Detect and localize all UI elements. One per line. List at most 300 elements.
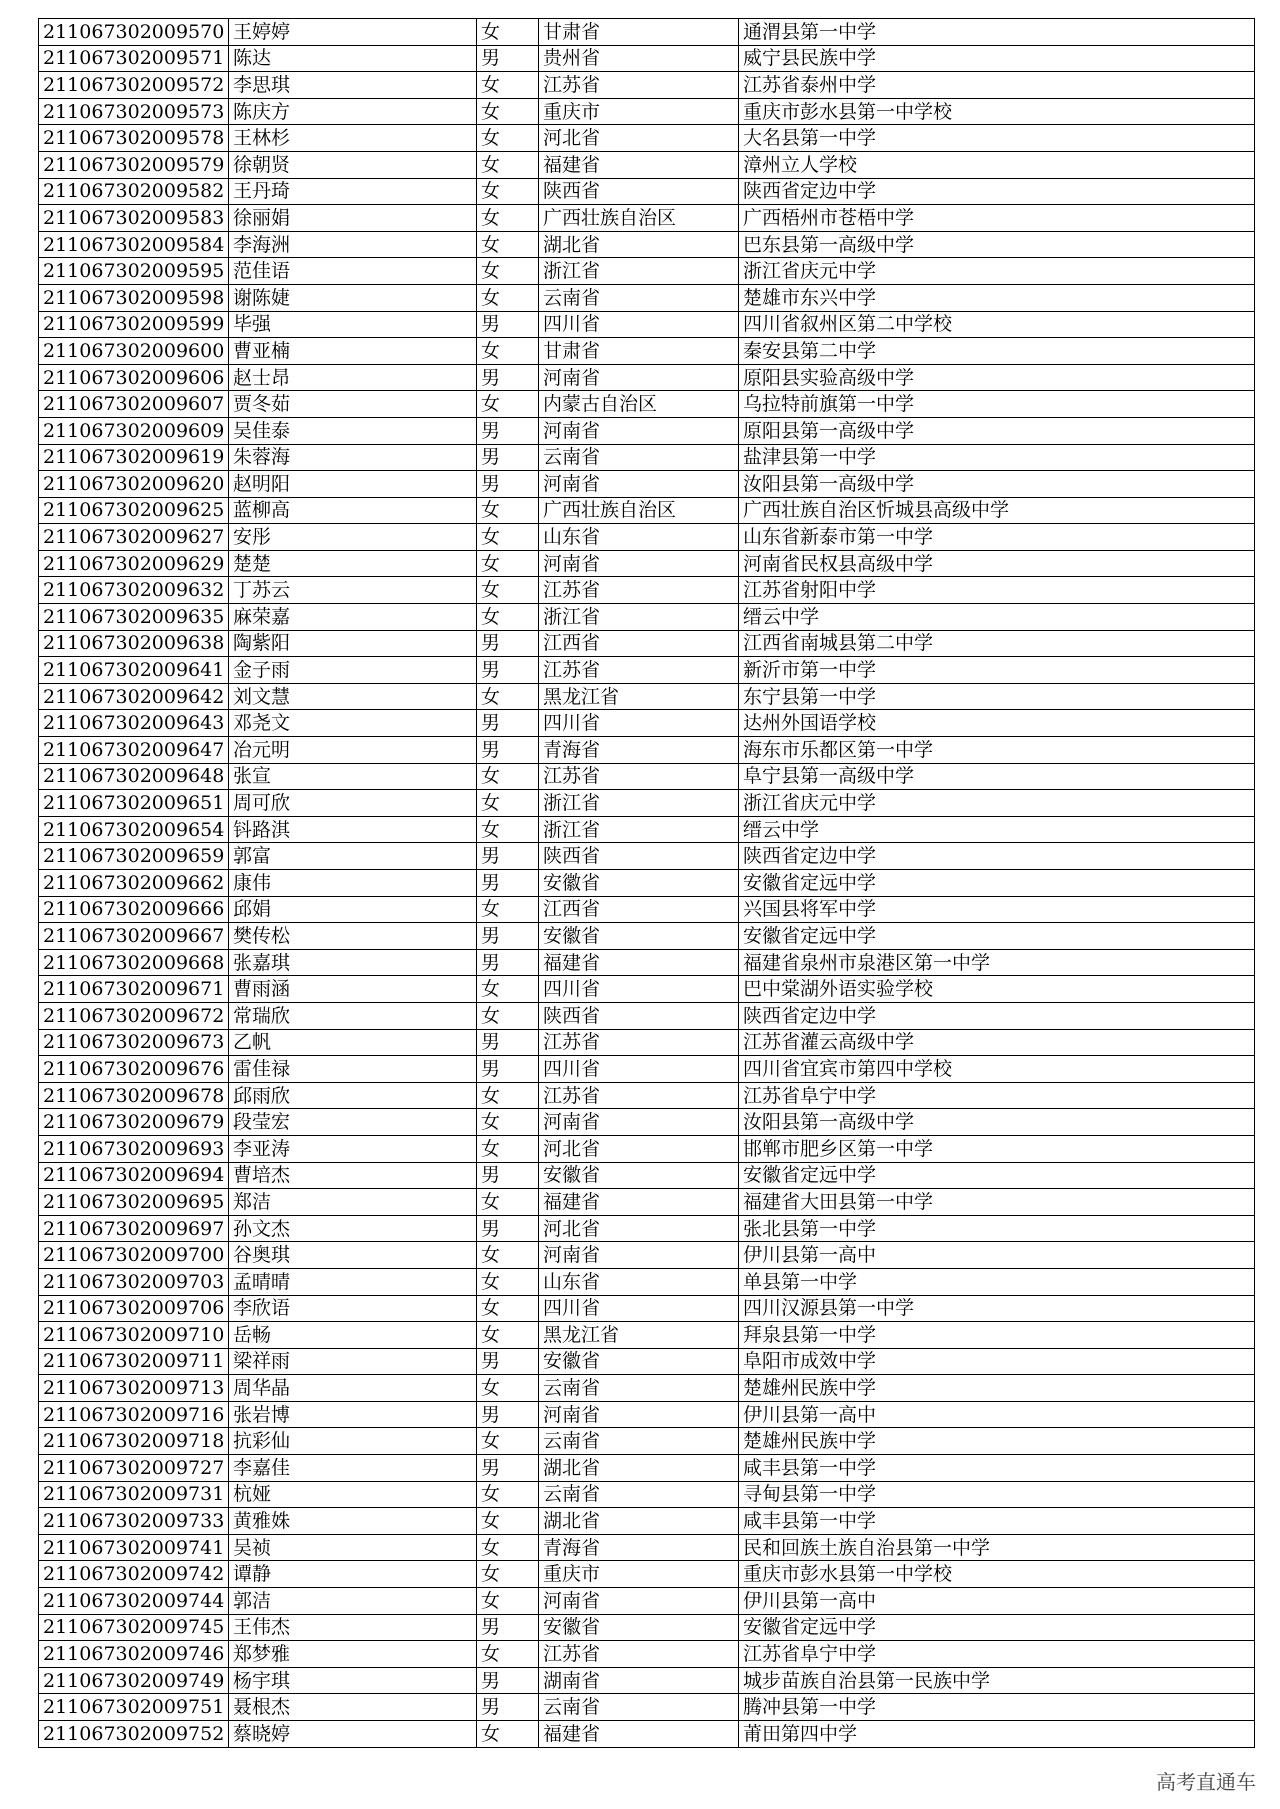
- province-cell: 浙江省: [539, 816, 739, 843]
- school-cell: 浙江省庆元中学: [739, 258, 1255, 285]
- table-row: [39, 604, 1255, 631]
- gender-cell: 女: [477, 1295, 539, 1322]
- table-row: [39, 1135, 1255, 1162]
- candidate-id-cell: 211067302009579: [39, 151, 229, 178]
- province-cell: 河南省: [539, 1401, 739, 1428]
- gender-cell: 女: [477, 1428, 539, 1455]
- school-cell: 陕西省定边中学: [739, 843, 1255, 870]
- candidate-id-cell: 211067302009745: [39, 1614, 229, 1641]
- gender-cell: 女: [477, 604, 539, 631]
- candidate-id-cell: 211067302009695: [39, 1189, 229, 1216]
- school-cell: 楚雄州民族中学: [739, 1375, 1255, 1402]
- school-cell: 重庆市彭水县第一中学校: [739, 1561, 1255, 1588]
- candidate-id-cell: 211067302009582: [39, 178, 229, 205]
- school-cell: 缙云中学: [739, 816, 1255, 843]
- province-cell: 安徽省: [539, 1614, 739, 1641]
- province-cell: 河北省: [539, 1135, 739, 1162]
- name-cell: 范佳语: [229, 258, 477, 285]
- candidate-id-cell: 211067302009647: [39, 737, 229, 764]
- school-cell: 通渭县第一中学: [739, 19, 1255, 46]
- school-cell: 江苏省阜宁中学: [739, 1082, 1255, 1109]
- table-row: [39, 896, 1255, 923]
- gender-cell: 男: [477, 364, 539, 391]
- table-row: [39, 1242, 1255, 1269]
- school-cell: 民和回族土族自治县第一中学: [739, 1534, 1255, 1561]
- school-cell: 四川省宜宾市第四中学校: [739, 1056, 1255, 1083]
- candidate-id-cell: 211067302009676: [39, 1056, 229, 1083]
- name-cell: 周可欣: [229, 790, 477, 817]
- candidate-id-cell: 211067302009573: [39, 98, 229, 125]
- candidate-id-cell: 211067302009595: [39, 258, 229, 285]
- table-row: [39, 1667, 1255, 1694]
- name-cell: 安彤: [229, 524, 477, 551]
- gender-cell: 女: [477, 284, 539, 311]
- school-cell: 广西壮族自治区忻城县高级中学: [739, 497, 1255, 524]
- province-cell: 广西壮族自治区: [539, 497, 739, 524]
- gender-cell: 女: [477, 1481, 539, 1508]
- name-cell: 邓尧文: [229, 710, 477, 737]
- table-row: [39, 125, 1255, 152]
- province-cell: 福建省: [539, 1189, 739, 1216]
- province-cell: 河南省: [539, 1109, 739, 1136]
- name-cell: 李海洲: [229, 231, 477, 258]
- table-row: [39, 630, 1255, 657]
- name-cell: 李欣语: [229, 1295, 477, 1322]
- candidate-id-cell: 211067302009648: [39, 763, 229, 790]
- table-row: [39, 1561, 1255, 1588]
- candidate-id-cell: 211067302009733: [39, 1508, 229, 1535]
- table-row: [39, 45, 1255, 72]
- watermark: 高考直通车: [1156, 1770, 1256, 1794]
- candidate-id-cell: 211067302009625: [39, 497, 229, 524]
- name-cell: 黄雅姝: [229, 1508, 477, 1535]
- gender-cell: 男: [477, 444, 539, 471]
- province-cell: 四川省: [539, 976, 739, 1003]
- table-row: [39, 1721, 1255, 1748]
- school-cell: 江苏省阜宁中学: [739, 1641, 1255, 1668]
- name-cell: 杭娅: [229, 1481, 477, 1508]
- school-cell: 巴东县第一高级中学: [739, 231, 1255, 258]
- school-cell: 伊川县第一高中: [739, 1588, 1255, 1615]
- name-cell: 麻荣嘉: [229, 604, 477, 631]
- province-cell: 四川省: [539, 1295, 739, 1322]
- table-row: [39, 710, 1255, 737]
- candidate-id-cell: 211067302009600: [39, 338, 229, 365]
- table-row: [39, 1215, 1255, 1242]
- table-row: [39, 1056, 1255, 1083]
- table-row: [39, 1109, 1255, 1136]
- school-cell: 威宁县民族中学: [739, 45, 1255, 72]
- name-cell: 谭静: [229, 1561, 477, 1588]
- school-cell: 原阳县实验高级中学: [739, 364, 1255, 391]
- name-cell: 樊传松: [229, 923, 477, 950]
- province-cell: 四川省: [539, 710, 739, 737]
- candidate-id-cell: 211067302009627: [39, 524, 229, 551]
- candidate-id-cell: 211067302009716: [39, 1401, 229, 1428]
- gender-cell: 女: [477, 976, 539, 1003]
- table-row: [39, 98, 1255, 125]
- table-row: [39, 763, 1255, 790]
- province-cell: 福建省: [539, 949, 739, 976]
- name-cell: 李亚涛: [229, 1135, 477, 1162]
- candidate-id-cell: 211067302009607: [39, 391, 229, 418]
- gender-cell: 女: [477, 1002, 539, 1029]
- school-cell: 广西梧州市苍梧中学: [739, 205, 1255, 232]
- name-cell: 王伟杰: [229, 1614, 477, 1641]
- name-cell: 抗彩仙: [229, 1428, 477, 1455]
- school-cell: 伊川县第一高中: [739, 1242, 1255, 1269]
- school-cell: 福建省泉州市泉港区第一中学: [739, 949, 1255, 976]
- candidate-id-cell: 211067302009620: [39, 471, 229, 498]
- table-row: [39, 1189, 1255, 1216]
- province-cell: 湖北省: [539, 1455, 739, 1482]
- school-cell: 东宁县第一中学: [739, 683, 1255, 710]
- name-cell: 张嘉琪: [229, 949, 477, 976]
- table-row: [39, 1348, 1255, 1375]
- school-cell: 四川省叙州区第二中学校: [739, 311, 1255, 338]
- gender-cell: 男: [477, 45, 539, 72]
- province-cell: 甘肃省: [539, 338, 739, 365]
- province-cell: 内蒙古自治区: [539, 391, 739, 418]
- province-cell: 云南省: [539, 1481, 739, 1508]
- province-cell: 陕西省: [539, 843, 739, 870]
- candidate-id-cell: 211067302009599: [39, 311, 229, 338]
- candidate-id-cell: 211067302009678: [39, 1082, 229, 1109]
- gender-cell: 男: [477, 1455, 539, 1482]
- table-row: [39, 151, 1255, 178]
- candidate-id-cell: 211067302009731: [39, 1481, 229, 1508]
- school-cell: 巴中棠湖外语实验学校: [739, 976, 1255, 1003]
- gender-cell: 女: [477, 1322, 539, 1349]
- gender-cell: 男: [477, 1215, 539, 1242]
- school-cell: 江苏省射阳中学: [739, 577, 1255, 604]
- name-cell: 段莹宏: [229, 1109, 477, 1136]
- gender-cell: 女: [477, 577, 539, 604]
- school-cell: 楚雄市东兴中学: [739, 284, 1255, 311]
- province-cell: 云南省: [539, 1375, 739, 1402]
- name-cell: 孟晴晴: [229, 1268, 477, 1295]
- table-row: [39, 231, 1255, 258]
- candidate-id-cell: 211067302009679: [39, 1109, 229, 1136]
- candidate-id-cell: 211067302009751: [39, 1694, 229, 1721]
- province-cell: 河南省: [539, 1588, 739, 1615]
- candidate-id-cell: 211067302009642: [39, 683, 229, 710]
- candidate-id-cell: 211067302009609: [39, 417, 229, 444]
- school-cell: 大名县第一中学: [739, 125, 1255, 152]
- table-row: [39, 577, 1255, 604]
- gender-cell: 女: [477, 1242, 539, 1269]
- gender-cell: 女: [477, 151, 539, 178]
- school-cell: 伊川县第一高中: [739, 1401, 1255, 1428]
- gender-cell: 女: [477, 1189, 539, 1216]
- school-cell: 安徽省定远中学: [739, 1614, 1255, 1641]
- gender-cell: 女: [477, 338, 539, 365]
- table-row: [39, 497, 1255, 524]
- province-cell: 贵州省: [539, 45, 739, 72]
- name-cell: 郭富: [229, 843, 477, 870]
- name-cell: 蔡晓婷: [229, 1721, 477, 1748]
- province-cell: 江苏省: [539, 1082, 739, 1109]
- province-cell: 江西省: [539, 896, 739, 923]
- province-cell: 陕西省: [539, 1002, 739, 1029]
- name-cell: 徐朝贤: [229, 151, 477, 178]
- province-cell: 河南省: [539, 1242, 739, 1269]
- school-cell: 腾冲县第一中学: [739, 1694, 1255, 1721]
- candidate-id-cell: 211067302009651: [39, 790, 229, 817]
- name-cell: 金子雨: [229, 657, 477, 684]
- province-cell: 福建省: [539, 151, 739, 178]
- candidate-id-cell: 211067302009662: [39, 870, 229, 897]
- school-cell: 山东省新泰市第一中学: [739, 524, 1255, 551]
- gender-cell: 男: [477, 1694, 539, 1721]
- table-row: [39, 1268, 1255, 1295]
- school-cell: 楚雄州民族中学: [739, 1428, 1255, 1455]
- gender-cell: 女: [477, 1588, 539, 1615]
- name-cell: 陈庆方: [229, 98, 477, 125]
- table-row: [39, 1162, 1255, 1189]
- table-row: [39, 816, 1255, 843]
- gender-cell: 男: [477, 311, 539, 338]
- school-cell: 兴国县将军中学: [739, 896, 1255, 923]
- candidate-id-cell: 211067302009659: [39, 843, 229, 870]
- gender-cell: 男: [477, 843, 539, 870]
- gender-cell: 女: [477, 790, 539, 817]
- table-row: [39, 1481, 1255, 1508]
- table-row: [39, 311, 1255, 338]
- name-cell: 曹雨涵: [229, 976, 477, 1003]
- name-cell: 孙文杰: [229, 1215, 477, 1242]
- name-cell: 贾冬茹: [229, 391, 477, 418]
- candidate-id-cell: 211067302009583: [39, 205, 229, 232]
- candidate-id-cell: 211067302009693: [39, 1135, 229, 1162]
- gender-cell: 男: [477, 657, 539, 684]
- province-cell: 河南省: [539, 471, 739, 498]
- name-cell: 毕强: [229, 311, 477, 338]
- table-row: [39, 949, 1255, 976]
- name-cell: 陈达: [229, 45, 477, 72]
- school-cell: 咸丰县第一中学: [739, 1455, 1255, 1482]
- gender-cell: 女: [477, 231, 539, 258]
- school-cell: 浙江省庆元中学: [739, 790, 1255, 817]
- school-cell: 安徽省定远中学: [739, 923, 1255, 950]
- candidate-id-cell: 211067302009703: [39, 1268, 229, 1295]
- table-row: [39, 284, 1255, 311]
- gender-cell: 女: [477, 550, 539, 577]
- name-cell: 王林杉: [229, 125, 477, 152]
- candidate-id-cell: 211067302009572: [39, 72, 229, 99]
- candidate-id-cell: 211067302009654: [39, 816, 229, 843]
- gender-cell: 女: [477, 391, 539, 418]
- school-cell: 安徽省定远中学: [739, 1162, 1255, 1189]
- school-cell: 莆田第四中学: [739, 1721, 1255, 1748]
- province-cell: 湖南省: [539, 1667, 739, 1694]
- school-cell: 城步苗族自治县第一民族中学: [739, 1667, 1255, 1694]
- province-cell: 河北省: [539, 1215, 739, 1242]
- gender-cell: 女: [477, 1561, 539, 1588]
- province-cell: 江苏省: [539, 657, 739, 684]
- candidate-id-cell: 211067302009706: [39, 1295, 229, 1322]
- table-row: [39, 444, 1255, 471]
- candidate-id-cell: 211067302009571: [39, 45, 229, 72]
- name-cell: 刘文慧: [229, 683, 477, 710]
- table-row: [39, 1002, 1255, 1029]
- province-cell: 山东省: [539, 524, 739, 551]
- candidate-id-cell: 211067302009710: [39, 1322, 229, 1349]
- province-cell: 浙江省: [539, 604, 739, 631]
- candidate-id-cell: 211067302009619: [39, 444, 229, 471]
- name-cell: 张岩博: [229, 1401, 477, 1428]
- school-cell: 福建省大田县第一中学: [739, 1189, 1255, 1216]
- gender-cell: 男: [477, 737, 539, 764]
- table-row: [39, 338, 1255, 365]
- gender-cell: 男: [477, 1348, 539, 1375]
- name-cell: 曹亚楠: [229, 338, 477, 365]
- province-cell: 河南省: [539, 364, 739, 391]
- name-cell: 李嘉佳: [229, 1455, 477, 1482]
- table-row: [39, 1694, 1255, 1721]
- name-cell: 乙帆: [229, 1029, 477, 1056]
- gender-cell: 女: [477, 763, 539, 790]
- province-cell: 黑龙江省: [539, 1322, 739, 1349]
- province-cell: 安徽省: [539, 870, 739, 897]
- candidate-id-cell: 211067302009727: [39, 1455, 229, 1482]
- name-cell: 郑梦雅: [229, 1641, 477, 1668]
- province-cell: 黑龙江省: [539, 683, 739, 710]
- candidate-id-cell: 211067302009711: [39, 1348, 229, 1375]
- candidate-id-cell: 211067302009749: [39, 1667, 229, 1694]
- province-cell: 广西壮族自治区: [539, 205, 739, 232]
- school-cell: 汝阳县第一高级中学: [739, 1109, 1255, 1136]
- gender-cell: 女: [477, 1721, 539, 1748]
- gender-cell: 女: [477, 98, 539, 125]
- gender-cell: 男: [477, 1401, 539, 1428]
- candidate-id-cell: 211067302009666: [39, 896, 229, 923]
- candidate-id-cell: 211067302009744: [39, 1588, 229, 1615]
- gender-cell: 男: [477, 1667, 539, 1694]
- candidate-id-cell: 211067302009598: [39, 284, 229, 311]
- school-cell: 原阳县第一高级中学: [739, 417, 1255, 444]
- table-row: [39, 1641, 1255, 1668]
- name-cell: 陶紫阳: [229, 630, 477, 657]
- province-cell: 甘肃省: [539, 19, 739, 46]
- school-cell: 重庆市彭水县第一中学校: [739, 98, 1255, 125]
- name-cell: 周华晶: [229, 1375, 477, 1402]
- name-cell: 邱雨欣: [229, 1082, 477, 1109]
- table-row: [39, 19, 1255, 46]
- province-cell: 安徽省: [539, 923, 739, 950]
- gender-cell: 男: [477, 923, 539, 950]
- table-row: [39, 178, 1255, 205]
- province-cell: 江苏省: [539, 1029, 739, 1056]
- gender-cell: 女: [477, 896, 539, 923]
- candidate-id-cell: 211067302009672: [39, 1002, 229, 1029]
- name-cell: 岳畅: [229, 1322, 477, 1349]
- candidate-id-cell: 211067302009741: [39, 1534, 229, 1561]
- name-cell: 蓝柳高: [229, 497, 477, 524]
- province-cell: 四川省: [539, 311, 739, 338]
- gender-cell: 女: [477, 1135, 539, 1162]
- gender-cell: 女: [477, 205, 539, 232]
- candidate-id-cell: 211067302009694: [39, 1162, 229, 1189]
- school-cell: 汝阳县第一高级中学: [739, 471, 1255, 498]
- candidate-id-cell: 211067302009578: [39, 125, 229, 152]
- table-row: [39, 683, 1255, 710]
- province-cell: 河南省: [539, 550, 739, 577]
- school-cell: 秦安县第二中学: [739, 338, 1255, 365]
- table-row: [39, 72, 1255, 99]
- admission-list-table: [38, 18, 1255, 1748]
- school-cell: 缙云中学: [739, 604, 1255, 631]
- table-row: [39, 1534, 1255, 1561]
- school-cell: 达州外国语学校: [739, 710, 1255, 737]
- school-cell: 阜阳市成效中学: [739, 1348, 1255, 1375]
- province-cell: 河南省: [539, 417, 739, 444]
- province-cell: 云南省: [539, 1694, 739, 1721]
- gender-cell: 男: [477, 471, 539, 498]
- gender-cell: 女: [477, 125, 539, 152]
- gender-cell: 女: [477, 1534, 539, 1561]
- candidate-id-cell: 211067302009673: [39, 1029, 229, 1056]
- school-cell: 陕西省定边中学: [739, 178, 1255, 205]
- gender-cell: 男: [477, 710, 539, 737]
- table-row: [39, 1401, 1255, 1428]
- name-cell: 杨宇琪: [229, 1667, 477, 1694]
- gender-cell: 女: [477, 1082, 539, 1109]
- candidate-id-cell: 211067302009638: [39, 630, 229, 657]
- table-row: [39, 550, 1255, 577]
- name-cell: 吴佳泰: [229, 417, 477, 444]
- school-cell: 张北县第一中学: [739, 1215, 1255, 1242]
- province-cell: 江西省: [539, 630, 739, 657]
- province-cell: 四川省: [539, 1056, 739, 1083]
- gender-cell: 女: [477, 1375, 539, 1402]
- table-row: [39, 1588, 1255, 1615]
- province-cell: 云南省: [539, 444, 739, 471]
- gender-cell: 男: [477, 1162, 539, 1189]
- school-cell: 海东市乐都区第一中学: [739, 737, 1255, 764]
- name-cell: 王丹琦: [229, 178, 477, 205]
- province-cell: 浙江省: [539, 790, 739, 817]
- province-cell: 江苏省: [539, 1641, 739, 1668]
- table-row: [39, 417, 1255, 444]
- candidate-id-cell: 211067302009641: [39, 657, 229, 684]
- gender-cell: 男: [477, 870, 539, 897]
- school-cell: 江西省南城县第二中学: [739, 630, 1255, 657]
- gender-cell: 女: [477, 178, 539, 205]
- candidate-id-cell: 211067302009570: [39, 19, 229, 46]
- province-cell: 安徽省: [539, 1348, 739, 1375]
- gender-cell: 男: [477, 949, 539, 976]
- gender-cell: 女: [477, 1508, 539, 1535]
- gender-cell: 女: [477, 816, 539, 843]
- candidate-id-cell: 211067302009632: [39, 577, 229, 604]
- table-row: [39, 391, 1255, 418]
- candidate-id-cell: 211067302009635: [39, 604, 229, 631]
- gender-cell: 女: [477, 683, 539, 710]
- candidate-id-cell: 211067302009718: [39, 1428, 229, 1455]
- candidate-id-cell: 211067302009746: [39, 1641, 229, 1668]
- gender-cell: 男: [477, 1614, 539, 1641]
- candidate-id-cell: 211067302009668: [39, 949, 229, 976]
- candidate-id-cell: 211067302009643: [39, 710, 229, 737]
- gender-cell: 男: [477, 417, 539, 444]
- province-cell: 重庆市: [539, 98, 739, 125]
- province-cell: 青海省: [539, 737, 739, 764]
- candidate-id-cell: 211067302009752: [39, 1721, 229, 1748]
- province-cell: 青海省: [539, 1534, 739, 1561]
- province-cell: 云南省: [539, 284, 739, 311]
- gender-cell: 女: [477, 1268, 539, 1295]
